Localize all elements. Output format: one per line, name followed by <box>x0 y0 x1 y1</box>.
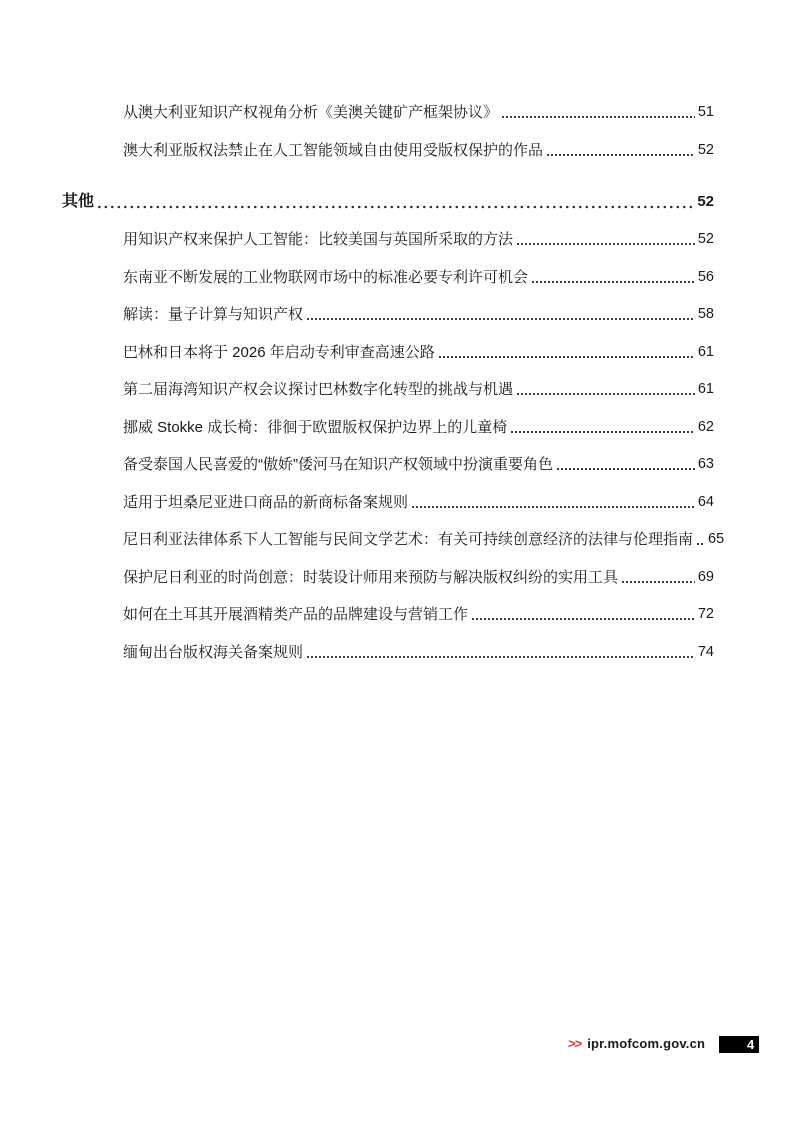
entry-page-number: 61 <box>697 381 714 397</box>
page-number-badge: 4 <box>719 1036 759 1053</box>
double-chevron-icon: >> <box>567 1036 583 1051</box>
toc-entry[interactable] <box>62 569 714 586</box>
entry-page-number: 74 <box>697 643 714 660</box>
dot-leader <box>412 505 695 509</box>
entry-page-number: 56 <box>697 268 714 285</box>
entry-title: 澳大利亚版权法禁止在人工智能领域自由使用受版权保护的作品 <box>123 141 544 159</box>
entry-title: 如何在土耳其开展酒精类产品的品牌建设与营销工作 <box>123 606 469 623</box>
entry-page-number: 63 <box>697 456 714 472</box>
entry-page-number: 72 <box>697 606 714 622</box>
dot-leader <box>517 392 695 396</box>
entry-title: 第二届海湾知识产权会议探讨巴林数字化转型的挑战与机遇 <box>123 381 514 398</box>
toc-entry[interactable] <box>62 644 714 661</box>
entry-title: 适用于坦桑尼亚进口商品的新商标备案规则 <box>123 493 409 511</box>
toc-entry[interactable] <box>62 142 714 159</box>
entry-page-number: 61 <box>697 343 714 360</box>
toc-entry[interactable] <box>62 231 714 248</box>
dot-leader <box>622 580 695 584</box>
toc-continued-entries <box>62 104 714 159</box>
entry-title: 用知识产权来保护人工智能：比较美国与英国所采取的方法 <box>123 231 514 248</box>
dot-leader <box>511 430 695 434</box>
entry-page-number: 51 <box>697 104 714 120</box>
dot-leader <box>697 542 705 546</box>
toc-entry[interactable] <box>62 381 714 398</box>
dot-leader <box>98 205 694 209</box>
section-title: 其他 <box>62 192 95 210</box>
page-footer <box>568 1035 759 1053</box>
dot-leader <box>517 242 695 246</box>
dot-leader <box>307 317 695 321</box>
table-of-contents <box>62 104 725 681</box>
entry-page-number: 62 <box>697 418 714 435</box>
dot-leader <box>557 467 695 471</box>
entry-page-number: 65 <box>708 531 725 547</box>
section-page-number: 52 <box>697 192 714 210</box>
entry-page-number: 58 <box>697 306 714 322</box>
entry-page-number: 52 <box>697 231 714 247</box>
toc-section-heading-row[interactable] <box>62 192 714 211</box>
entry-title: 缅甸出台版权海关备案规则 <box>123 643 304 661</box>
entry-page-number: 69 <box>697 568 714 585</box>
toc-entry[interactable] <box>62 531 725 548</box>
entry-title: 尼日利亚法律体系下人工智能与民间文学艺术：有关可持续创意经济的法律与伦理指南 <box>123 531 694 548</box>
footer-site-url: ipr.mofcom.gov.cn <box>587 1036 706 1051</box>
entry-title: 备受泰国人民喜爱的“傲娇”倭河马在知识产权领域中扮演重要角色 <box>123 456 553 473</box>
toc-entry[interactable] <box>62 104 714 121</box>
dot-leader <box>502 115 695 119</box>
toc-entry[interactable] <box>62 456 714 473</box>
entry-page-number: 64 <box>697 493 714 510</box>
entry-title: 东南亚不断发展的工业物联网市场中的标准必要专利许可机会 <box>123 268 529 286</box>
entry-title: 保护尼日利亚的时尚创意：时装设计师用来预防与解决版权纠纷的实用工具 <box>123 568 619 586</box>
entry-page-number: 52 <box>697 141 714 158</box>
dot-leader <box>472 617 695 621</box>
entry-title: 解读：量子计算与知识产权 <box>123 306 304 323</box>
toc-entries <box>62 231 725 661</box>
entry-title: 挪威 Stokke 成长椅：徘徊于欧盟版权保护边界上的儿童椅 <box>123 418 508 436</box>
entry-title: 从澳大利亚知识产权视角分析《美澳关键矿产框架协议》 <box>123 104 499 121</box>
dot-leader <box>307 655 695 659</box>
dot-leader <box>547 153 695 157</box>
dot-leader <box>439 355 695 359</box>
entry-title: 巴林和日本将于 2026 年启动专利审查高速公路 <box>123 343 435 361</box>
toc-entry[interactable] <box>62 306 714 323</box>
dot-leader <box>532 280 695 284</box>
toc-entry[interactable] <box>62 269 714 286</box>
toc-entry[interactable] <box>62 606 714 623</box>
toc-entry[interactable] <box>62 419 714 436</box>
toc-entry[interactable] <box>62 494 714 511</box>
toc-entry[interactable] <box>62 344 714 361</box>
